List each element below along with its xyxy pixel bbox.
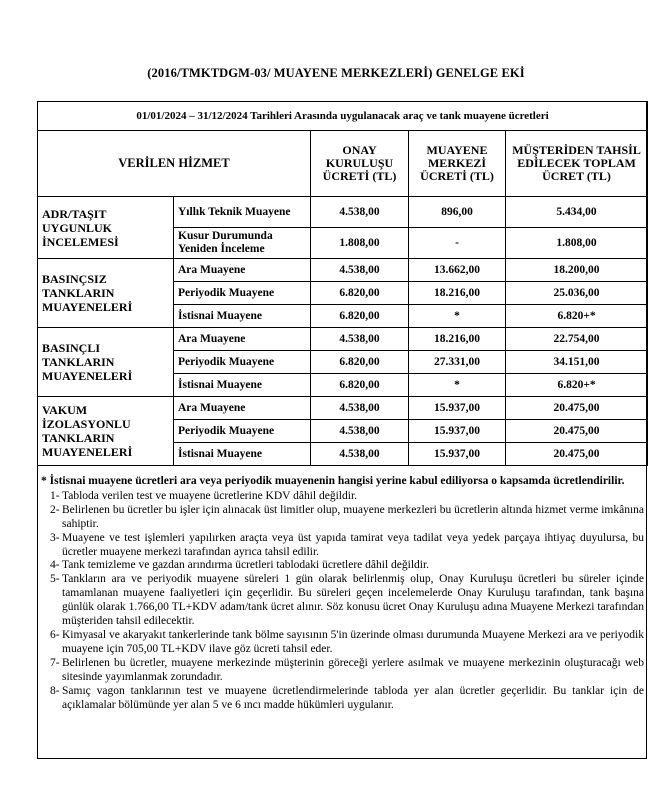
note-text: Kimyasal ve akaryakıt tankerlerinde tank bölme sayısının 5'in üzerinde olması durumunda Muayene Merkezi ara ve periyodik muayene için 705,00 TL+KDV ilave göz ücreti tahsil eder. <box>62 628 644 655</box>
table-row <box>38 197 648 228</box>
note-item <box>41 490 644 504</box>
onay-fee-cell: 6.820,00 <box>311 351 409 374</box>
service-cell: İstisnai Muayene <box>174 305 311 328</box>
total-fee-cell: 1.808,00 <box>506 228 648 259</box>
note-text: Belirlenen bu ücretler bu işler için alınacak üst limitler olup, muayene merkezleri bu ücretlerin altında hizmet verme imkânına sahiptir. <box>62 503 644 530</box>
center-fee-cell: * <box>409 305 506 328</box>
service-cell: Periyodik Muayene <box>174 282 311 305</box>
center-fee-cell: 15.937,00 <box>409 443 506 466</box>
total-fee-cell: 25.036,00 <box>506 282 648 305</box>
note-text: Tankların ara ve periyodik muayene süreleri 1 gün olarak belirlenmiş olup, Onay Kuruluşu ücretleri bu süreler içinde tamamlanan muayene faaliyetleri için geçerlidir. Bu süreleri geçen incelemelerde Onay Kuruluşu tarafından, tank başına günlük olarak 1.766,00 TL+KDV adam/tank ücret alınır. Söz konusu ücret Onay Kuruluşu adına Muayene Merkezi tarafından müşteriden tahsil edilecektir. <box>62 573 644 628</box>
onay-fee-cell: 6.820,00 <box>311 282 409 305</box>
center-fee-cell: 896,00 <box>409 197 506 228</box>
note-text: Tank temizleme ve gazdan arındırma ücretleri tablodaki ücretlere dâhil değildir. <box>62 559 430 572</box>
note-text: Muayene ve test işlemleri yapılırken araçta veya üst yapıda tamirat veya tadilat veya yedek parçaya ihtiyaç duyulursa, bu ücretler muayene merkezi tarafından ayrıca tahsil edilir. <box>62 531 644 558</box>
table-row <box>38 397 648 420</box>
note-item <box>41 559 644 573</box>
table-row <box>38 259 648 282</box>
onay-fee-cell: 4.538,00 <box>311 197 409 228</box>
total-fee-cell: 6.820+* <box>506 374 648 397</box>
service-cell: İstisnai Muayene <box>174 443 311 466</box>
notes-section <box>41 475 644 712</box>
note-star: * İstisnai muayene ücretleri ara veya periyodik muayenenin hangisi yerine kabul ediliyorsa o kapsamda ücretlendirilir. <box>41 475 625 487</box>
note-item <box>41 629 644 657</box>
total-fee-cell: 20.475,00 <box>506 397 648 420</box>
group-label-vacuum: VAKUM İZOLASYONLU TANKLARIN MUAYENELERİ <box>38 397 174 466</box>
service-cell: İstisnai Muayene <box>174 374 311 397</box>
service-cell: Ara Muayene <box>174 328 311 351</box>
note-number: 2- <box>50 503 60 516</box>
onay-fee-cell: 6.820,00 <box>311 305 409 328</box>
onay-fee-cell: 4.538,00 <box>311 397 409 420</box>
note-number: 8- <box>50 684 60 697</box>
service-cell: Ara Muayene <box>174 397 311 420</box>
note-number: 1- <box>50 489 60 502</box>
group-label-adr: ADR/TAŞIT UYGUNLUK İNCELEMESİ <box>38 197 174 259</box>
onay-fee-cell: 1.808,00 <box>311 228 409 259</box>
total-fee-cell: 18.200,00 <box>506 259 648 282</box>
note-number: 7- <box>50 656 60 669</box>
total-fee-cell: 20.475,00 <box>506 420 648 443</box>
note-item <box>41 532 644 560</box>
center-fee-cell: 27.331,00 <box>409 351 506 374</box>
total-fee-cell: 34.151,00 <box>506 351 648 374</box>
header-total-fee: MÜŞTERİDEN TAHSİL EDİLECEK TOPLAM ÜCRET (TL) <box>506 131 648 197</box>
center-fee-cell: 15.937,00 <box>409 397 506 420</box>
note-text: Belirlenen bu ücretler, muayene merkezinde müşterinin göreceği yerlere asılmak ve muayene merkezinin oluşturacağı web sitesinde yayımlanmak zorundadır. <box>62 656 644 683</box>
group-label-pressurized: BASINÇLI TANKLARIN MUAYENELERİ <box>38 328 174 397</box>
group-label-unpressurized: BASINÇSIZ TANKLARIN MUAYENELERİ <box>38 259 174 328</box>
center-fee-cell: 18.216,00 <box>409 282 506 305</box>
header-center-fee: MUAYENE MERKEZİ ÜCRETİ (TL) <box>409 131 506 197</box>
period-header: 01/01/2024 – 31/12/2024 Tarihleri Arasında uygulanacak araç ve tank muayene ücretleri <box>38 102 648 131</box>
onay-fee-cell: 4.538,00 <box>311 328 409 351</box>
service-cell: Kusur Durumunda Yeniden İnceleme <box>174 228 311 259</box>
document-title: (2016/TMKTDGM-03/ MUAYENE MERKEZLERİ) GENELGE EKİ <box>147 66 525 80</box>
total-fee-cell: 22.754,00 <box>506 328 648 351</box>
total-fee-cell: 20.475,00 <box>506 443 648 466</box>
header-service: VERİLEN HİZMET <box>38 131 311 197</box>
note-item <box>41 685 644 713</box>
total-fee-cell: 5.434,00 <box>506 197 648 228</box>
total-fee-cell: 6.820+* <box>506 305 648 328</box>
note-number: 5- <box>50 573 60 586</box>
notes-list <box>41 490 644 713</box>
fee-table <box>37 101 648 466</box>
center-fee-cell: * <box>409 374 506 397</box>
service-cell: Yıllık Teknik Muayene <box>174 197 311 228</box>
onay-fee-cell: 4.538,00 <box>311 443 409 466</box>
note-number: 6- <box>50 628 60 641</box>
service-cell: Periyodik Muayene <box>174 351 311 374</box>
note-item <box>41 573 644 629</box>
service-cell: Ara Muayene <box>174 259 311 282</box>
onay-fee-cell: 4.538,00 <box>311 259 409 282</box>
center-fee-cell: 13.662,00 <box>409 259 506 282</box>
note-text: Samıç vagon tanklarının test ve muayene ücretlendirmelerinde tabloda yer alan ücretler geçerlidir. Bu tanklar için de açıklamalar bölümünde yer alan 5 ve 6 ıncı madde hükümleri uygulanır. <box>62 684 644 711</box>
center-fee-cell: 18.216,00 <box>409 328 506 351</box>
note-number: 3- <box>50 531 60 544</box>
table-row <box>38 328 648 351</box>
onay-fee-cell: 4.538,00 <box>311 420 409 443</box>
note-item <box>41 657 644 685</box>
note-text: Tabloda verilen test ve muayene ücretlerine KDV dâhil değildir. <box>62 489 358 502</box>
service-cell: Periyodik Muayene <box>174 420 311 443</box>
note-number: 4- <box>50 559 60 572</box>
center-fee-cell: 15.937,00 <box>409 420 506 443</box>
onay-fee-cell: 6.820,00 <box>311 374 409 397</box>
note-item <box>41 504 644 532</box>
header-onay-fee: ONAY KURULUŞU ÜCRETİ (TL) <box>311 131 409 197</box>
center-fee-cell: - <box>409 228 506 259</box>
